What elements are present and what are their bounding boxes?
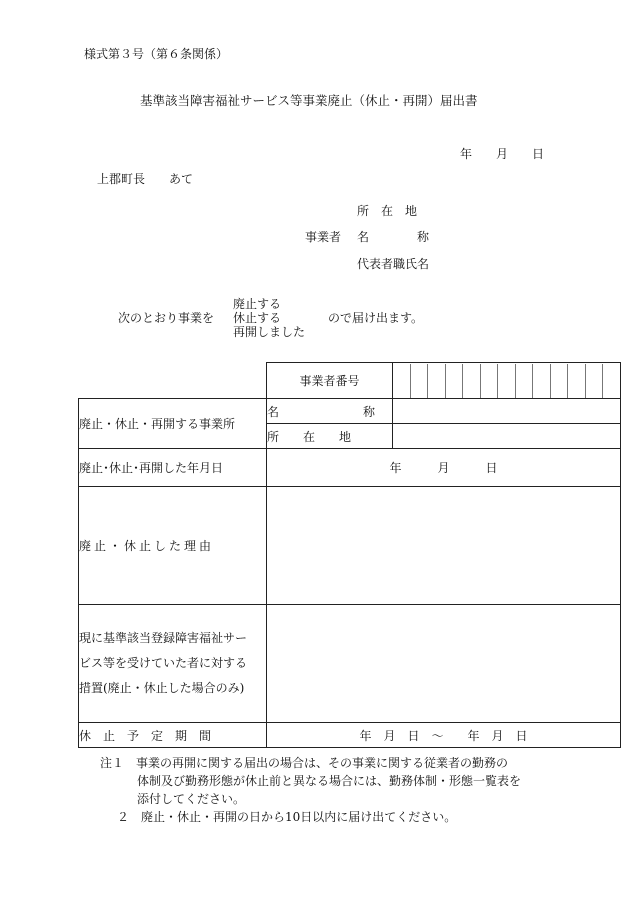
- option-resume: 再開しました: [233, 325, 306, 339]
- address-label: 所 在 地: [357, 204, 418, 218]
- office-name-label: 名 称: [267, 399, 393, 424]
- addressee: 上郡町長 あて: [97, 172, 194, 186]
- operator-number-boxes[interactable]: [393, 363, 621, 399]
- representative-label: 代表者職氏名: [357, 257, 430, 271]
- date-label: 廃止･休止･再開した年月日: [79, 449, 267, 487]
- notes: [100, 754, 521, 826]
- option-abolish: 廃止する: [233, 297, 282, 311]
- measures-label: 現に基準該当登録障害福祉サー ビス等を受けていた者に対する 措置(廃止・休止した場合のみ): [79, 605, 267, 723]
- period-field[interactable]: 年 月 日 ～ 年 月 日: [267, 723, 621, 748]
- business-label: 事業者: [305, 230, 342, 244]
- notification-table: [78, 362, 621, 748]
- note2-text: 廃止・休止・再開の日から10日以内に届け出てください。: [141, 810, 457, 824]
- office-name-field[interactable]: [393, 399, 621, 424]
- form-number: 様式第３号（第６条関係）: [84, 47, 229, 61]
- declaration-suffix: ので届け出ます。: [328, 311, 424, 325]
- document-title: 基準該当障害福祉サービス等事業廃止（休止・再開）届出書: [140, 93, 478, 108]
- reason-field[interactable]: [267, 487, 621, 605]
- reason-label: 廃止・休止した理由: [79, 487, 267, 605]
- declaration-prefix: 次のとおり事業を: [118, 311, 215, 325]
- name-label: 名 称: [357, 230, 430, 244]
- note1-line2: 体制及び勤務形態が休止前と異なる場合には、勤務体制・形態一覧表を: [137, 774, 522, 788]
- date-field[interactable]: 年 月 日: [267, 449, 621, 487]
- note1-line1: 事業の再開に関する届出の場合は、その事業に関する従業者の勤務の: [136, 756, 509, 770]
- period-label: 休 止 予 定 期 間: [79, 723, 267, 748]
- office-address-field[interactable]: [393, 424, 621, 449]
- date-line: 年 月 日: [460, 147, 545, 161]
- measures-field[interactable]: [267, 605, 621, 723]
- note1-line3: 添付してください。: [137, 792, 246, 806]
- option-suspend: 休止する: [233, 311, 282, 325]
- operator-number-label: 事業者番号: [267, 363, 393, 399]
- office-address-label: 所 在 地: [267, 424, 393, 449]
- note2-prefix: ２: [117, 810, 130, 824]
- note1-prefix: 注１: [100, 756, 125, 770]
- office-label: 廃止・休止・再開する事業所: [79, 399, 267, 449]
